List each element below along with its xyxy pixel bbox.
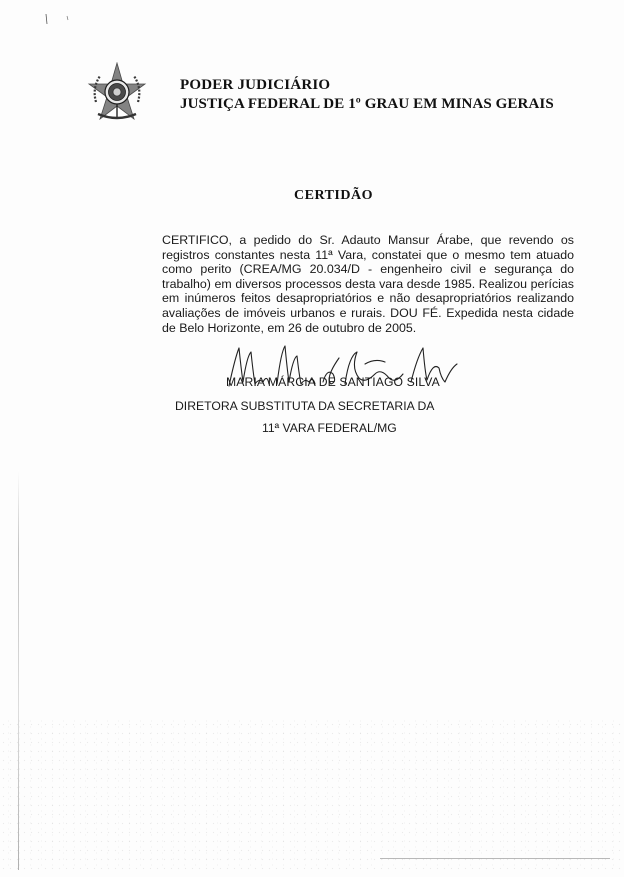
signatory-role: DIRETORA SUBSTITUTA DA SECRETARIA DA [175, 399, 435, 413]
scan-edge-left [18, 470, 19, 870]
certificate-body: CERTIFICO, a pedido do Sr. Adauto Mansur Árabe, que revendo os registros constantes nesta 11ª Vara, constatei que o mesmo tem atuado como perito (CREA/MG 20.034/D - engenheiro civil e segurança do trabalho) em diversos processos desta vara desde 1985. Realizou perícias em inúmeros feitos desapropriatórios e não desapropriatórios realizando avaliações de imóveis urbanos e rurais. DOU FÉ. Expedida nesta cidade de Belo Horizonte, em 26 de outubro de 2005. [162, 233, 574, 335]
handwritten-signature-icon [225, 338, 465, 398]
signatory-unit: 11ª VARA FEDERAL/MG [262, 421, 397, 435]
scan-marks [40, 8, 80, 28]
scan-noise [0, 720, 624, 870]
letterhead [180, 76, 554, 114]
scan-edge-bottom [380, 858, 610, 859]
document-title: CERTIDÃO [294, 188, 373, 203]
signatory-name: MARIA MÁRCIA DE SANTIAGO SILVA [226, 375, 440, 389]
court-name: JUSTIÇA FEDERAL DE 1º GRAU EM MINAS GERAIS [180, 96, 554, 112]
institution-name: PODER JUDICIÁRIO [180, 77, 331, 93]
coat-of-arms-seal-icon [86, 62, 148, 124]
